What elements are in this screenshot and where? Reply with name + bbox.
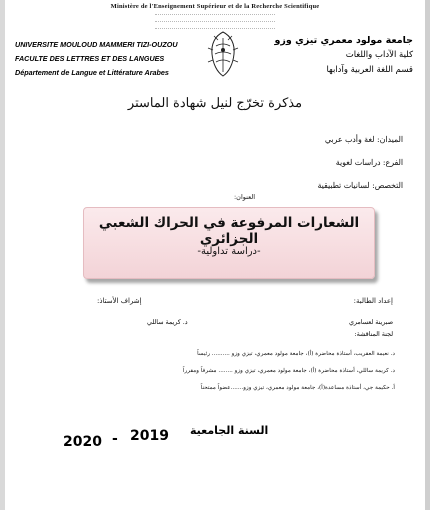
- department-name-ar: قسم اللغة العربية وآدابها: [326, 65, 413, 75]
- thesis-title: الشعارات المرفوعة في الحراك الشعبي الجزائري: [98, 215, 360, 247]
- thesis-title-box: [83, 207, 375, 279]
- page-edge: [425, 0, 430, 510]
- faint-line: [155, 10, 275, 15]
- title-label: العنوان:: [233, 193, 255, 201]
- year-separator: -: [112, 431, 118, 447]
- academic-year-label: السنة الجامعية: [190, 424, 269, 437]
- student-name: صبرينة لعسامري: [348, 319, 393, 326]
- field-specialty: التخصص: لسانيات تطبيقية: [317, 181, 403, 190]
- year-end: 2020: [63, 434, 102, 450]
- supervisor-name: د. كريمة ساللي: [147, 319, 188, 326]
- jury-member: د. كريمة ساللي، أستاذة محاضرة (أ)، جامعة مولود معمري، تيزي وزو ........ مشرفاً ومقرراً: [182, 368, 395, 374]
- memo-title: مذكرة تخرّج لنيل شهادة الماستر: [127, 96, 303, 111]
- university-name-fr: UNIVERSITE MOULOUD MAMMERI TIZI-OUZOU: [15, 40, 178, 49]
- faculty-name-fr: FACULTE DES LETTRES ET DES LANGUES: [15, 54, 165, 63]
- jury-list: [45, 346, 395, 397]
- committee-label: لجنة المناقشة:: [354, 331, 393, 338]
- prepared-by-label: إعداد الطالبة:: [353, 297, 393, 305]
- supervisor-label: إشراف الأستاذ:: [97, 297, 142, 305]
- jury-member: د. نعيمة العقريب، أستاذة محاضرة (أ)، جامعة مولود معمري، تيزي وزو .......... رئيساً: [197, 351, 395, 357]
- study-fields: [103, 128, 403, 197]
- field-branch: الفرع: دراسات لغوية: [335, 158, 403, 167]
- university-name-ar: جامعة مولود معمري تيزي وزو: [274, 35, 413, 46]
- faint-line: [155, 17, 275, 22]
- jury-member: أ. حكيمة جي، أستاذة مساعدة(أ)، جامعة مولود معمري، تيزي وزو.......عضواً ممتحناً: [200, 385, 395, 391]
- document-page: [5, 0, 425, 510]
- faint-line: [155, 24, 275, 29]
- year-start: 2019: [130, 428, 169, 444]
- department-name-fr: Département de Langue et Littérature Arabes: [15, 68, 169, 77]
- faculty-name-ar: كلية الآداب واللغات: [345, 50, 413, 60]
- thesis-subtitle: -دراسة تداولية-: [197, 246, 261, 257]
- university-logo-icon: [205, 30, 241, 78]
- ministry-header: Ministère de l'Enseignement Supérieur et de la Recherche Scientifique: [110, 3, 320, 10]
- university-french-block: [15, 38, 225, 80]
- field-domain: الميدان: لغة وأدب عربي: [324, 135, 403, 144]
- university-arabic-block: [263, 33, 413, 78]
